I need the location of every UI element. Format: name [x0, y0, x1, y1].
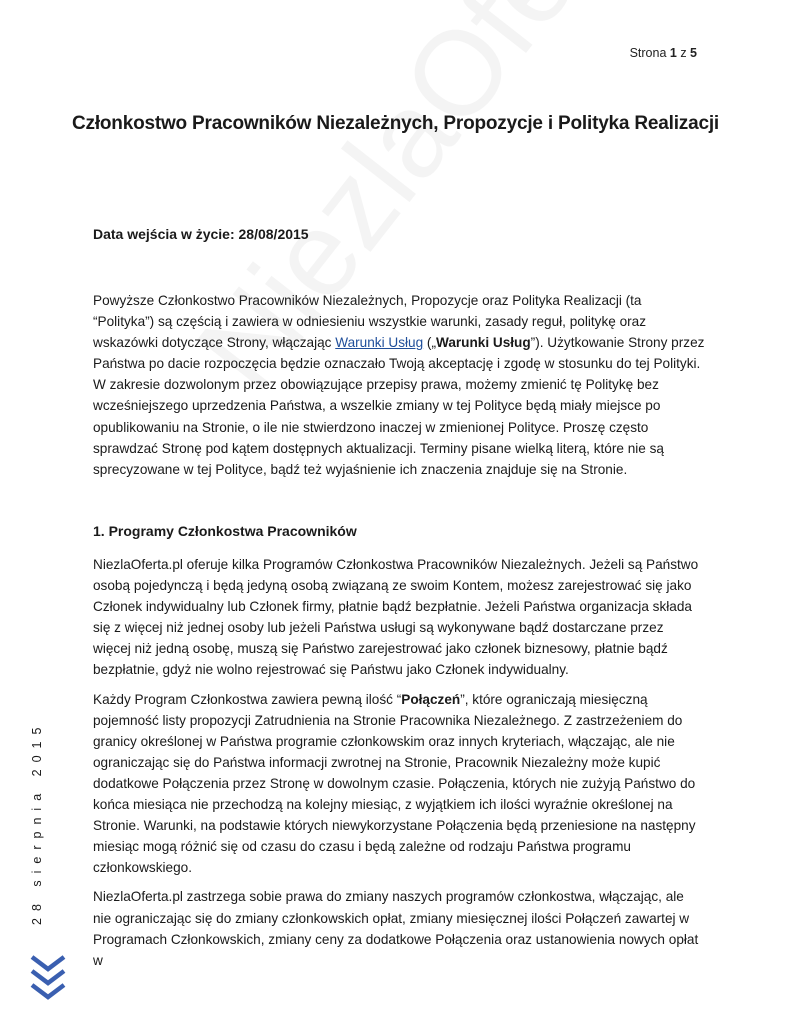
triple-chevron-down-icon: [28, 952, 68, 1002]
section-1-heading: 1. Programy Członkostwa Pracowników: [93, 523, 357, 539]
section-1-paragraph-3: NiezlaOferta.pl zastrzega sobie prawa do zmiany naszych programów członkostwa, włączając, ale nie ograniczając się do zmiany członkowskich opłat, zmiany miesięcznej ilości Połączeń zawartej w Programach Członkowskich, zmiany ceny za dodatkowe Połączenia oraz ustanowienia nowych opłat w: [93, 889, 699, 968]
section-1-paragraph-1: NiezlaOferta.pl oferuje kilka Programów Członkostwa Pracowników Niezależnych. Jeżeli są Państwo osobą pojedynczą i będą jedyną osobą związaną ze swoim Kontem, możesz zarejestrować się jako Członek indywidualny lub Członek firmy, płatnie bądź bezpłatnie. Jeżeli Państwa organizacja składa się z więcej niż jednej osoby lub jeżeli Państwa usługi są wykonywane bądź dostarczane przez więcej niż jedną osobę, muszą się Państwo zarejestrować jako członek biznesowy, płatnie bądź bezpłatnie, gdyż nie wolno rejestrować się Państwu jako Członek indywidualny.: [93, 557, 699, 678]
side-date: 28 sierpnia 2015: [30, 720, 44, 925]
section-1-body: [93, 554, 705, 979]
page-number: Strona 1 z 5: [629, 46, 697, 60]
intro-paragraph: Powyższe Członkostwo Pracowników Niezależnych, Propozycje oraz Polityka Realizacji (ta “Polityka”) są częścią i zawiera w odniesieniu wszystkie warunki, zasady reguł, politykę oraz wskazówki dotyczące Strony, włączając Warunki Usług („Warunki Usług”). Użytkowanie Strony przez Państwa po dacie rozpoczęcia będzie oznaczało Twoją akceptację i zgodę w stosunku do tej Polityki. W zakresie dozwolonym przez obowiązujące przepisy prawa, możemy zmienić tę Politykę bez wcześniejszego uprzedzenia Państwa, a wszelkie zmiany w tej Polityce będą miały miejsce po opublikowaniu na Stronie, o ile nie stwierdzono inaczej w zmienionej Polityce. Proszę często sprawdzać Stronę pod kątem dostępnych aktualizacji. Terminy pisane wielką literą, które nie są sprecyzowane w tej Polityce, bądź też wyjaśnienie ich znaczenia znajduje się na Stronie.: [93, 293, 705, 477]
intro-section: [93, 290, 705, 480]
section-1-paragraph-2: Każdy Program Członkostwa zawiera pewną ilość “Połączeń”, które ograniczają miesięczną pojemność listy propozycji Zatrudnienia na Stronie Pracownika Niezależnego. Z zastrzeżeniem do granicy określonej w Państwa programie członkowskim oraz innych kryteriach, włączając, ale nie ograniczając się do Państwa informacji zwrotnej na Stronie, Pracownik Niezależny może kupić dodatkowe Połączenia przez Stronę w dowolnym czasie. Połączenia, których nie zużyją Państwo do końca miesiąca nie przechodzą na kolejny miesiąc, z wyjątkiem ich ilości wyraźnie określonej na Stronie. Warunki, na podstawie których niewykorzystane Połączenia będą przeniesione na następny miesiąc mogą różnić się od czasu do czasu i będą zależne od rodzaju Państwa programu członkowskiego.: [93, 691, 696, 876]
terms-of-service-link[interactable]: Warunki Usług: [335, 335, 424, 351]
effective-date: Data wejścia w życie: 28/08/2015: [93, 226, 309, 242]
document-title: Członkostwo Pracowników Niezależnych, Propozycje i Polityka Realizacji: [72, 113, 719, 134]
